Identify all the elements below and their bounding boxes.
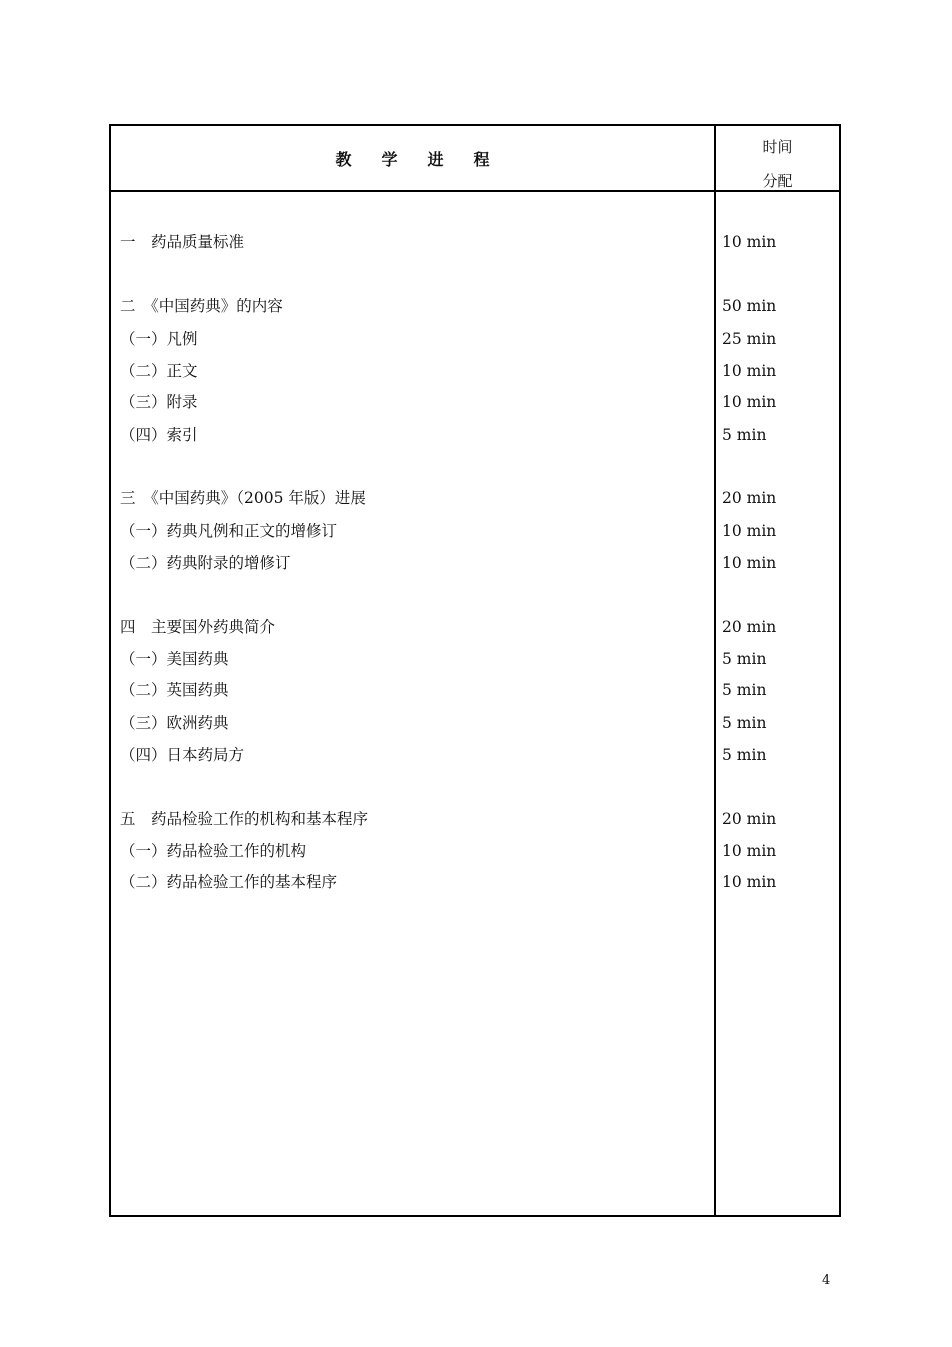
time-value: 10 min — [722, 362, 777, 380]
subsection-item: （一）药品检验工作的机构 — [120, 842, 307, 860]
page-number: 4 — [822, 1273, 831, 1288]
subsection-item: （三）附录 — [120, 393, 198, 411]
subsection-item: （二）药典附录的增修订 — [120, 554, 291, 572]
time-value: 10 min — [722, 873, 777, 891]
time-value: 25 min — [722, 330, 777, 348]
time-value: 50 min — [722, 297, 777, 315]
time-value: 5 min — [722, 650, 767, 668]
section-heading: 一 药品质量标准 — [120, 233, 245, 251]
subsection-item: （一）美国药典 — [120, 650, 229, 668]
section-heading: 五 药品检验工作的机构和基本程序 — [120, 810, 369, 828]
time-value: 5 min — [722, 746, 767, 764]
time-value: 5 min — [722, 714, 767, 732]
time-value: 10 min — [722, 393, 777, 411]
time-value: 10 min — [722, 554, 777, 572]
header-time-line2: 分配 — [762, 172, 793, 190]
subsection-item: （一）药典凡例和正文的增修订 — [120, 522, 338, 540]
subsection-item: （三）欧洲药典 — [120, 714, 229, 732]
time-value: 20 min — [722, 618, 777, 636]
teaching-schedule-table — [109, 124, 841, 1217]
table-header-time — [716, 126, 839, 190]
subsection-item: （二）英国药典 — [120, 681, 229, 699]
subsection-item: （二）正文 — [120, 362, 198, 380]
time-value: 5 min — [722, 426, 767, 444]
time-value: 10 min — [722, 522, 777, 540]
time-value: 10 min — [722, 233, 777, 251]
time-value: 10 min — [722, 842, 777, 860]
subsection-item: （四）日本药局方 — [120, 746, 245, 764]
table-header-title: 教学进程 — [335, 149, 520, 169]
section-heading: 二 《中国药典》的内容 — [120, 297, 283, 315]
subsection-item: （四）索引 — [120, 426, 198, 444]
time-value: 20 min — [722, 810, 777, 828]
subsection-item: （二）药品检验工作的基本程序 — [120, 873, 338, 891]
subsection-item: （一）凡例 — [120, 330, 198, 348]
time-value: 5 min — [722, 681, 767, 699]
section-heading: 四 主要国外药典简介 — [120, 618, 276, 636]
section-heading: 三 《中国药典》（2005 年版）进展 — [120, 489, 366, 507]
time-value: 20 min — [722, 489, 777, 507]
column-divider — [714, 126, 716, 1215]
header-time-line1: 时间 — [762, 138, 793, 156]
